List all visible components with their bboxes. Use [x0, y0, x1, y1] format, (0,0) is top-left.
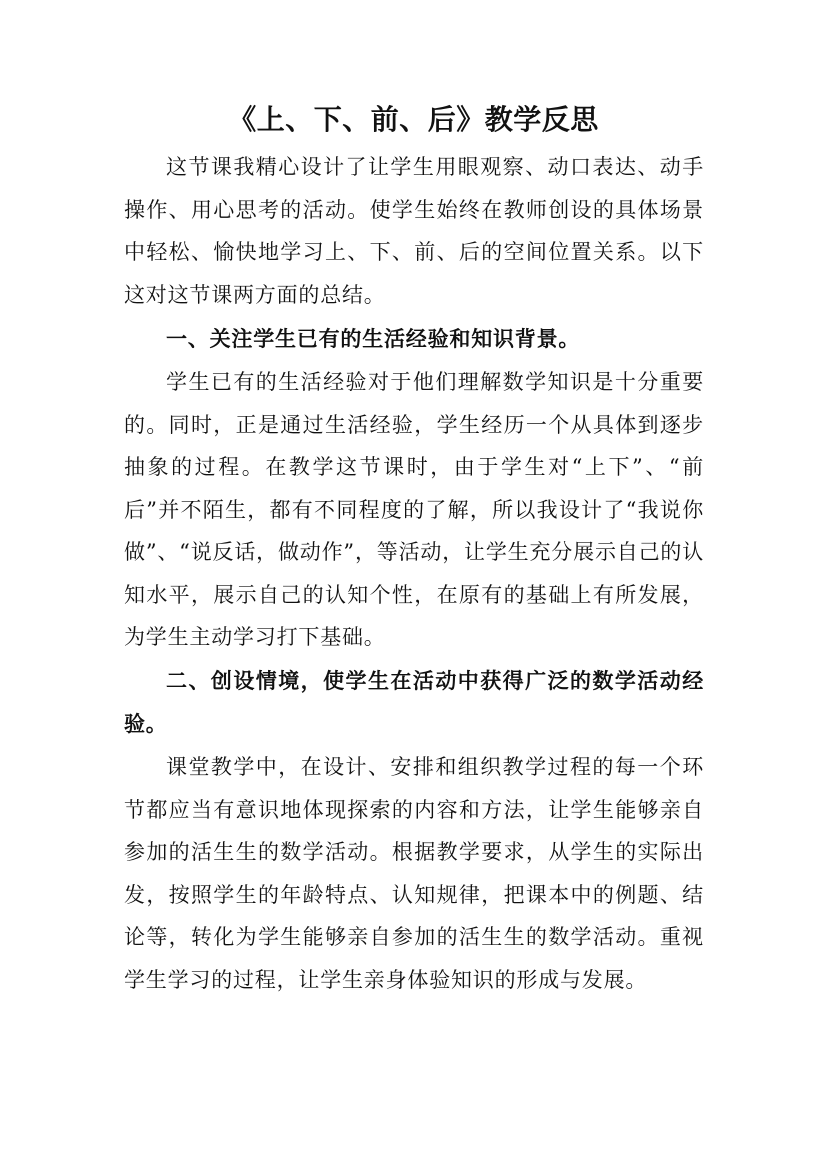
intro-paragraph: 这节课我精心设计了让学生用眼观察、动口表达、动手操作、用心思考的活动。使学生始终在教师创设的具体场景中轻松、愉快地学习上、下、前、后的空间位置关系。以下这对这节课两方面的总结。: [124, 155, 704, 307]
section-body-2: 课堂教学中，在设计、安排和组织教学过程的每一个环节都应当有意识地体现探索的内容和方法，让学生能够亲自参加的活生生的数学活动。根据教学要求，从学生的实际出发，按照学生的年龄特点、认知规律，把课本中的例题、结论等，转化为学生能够亲自参加的活生生的数学活动。重视学生学习的过程，让学生亲身体验知识的形成与发展。: [124, 755, 704, 992]
document-title: 《上、下、前、后》教学反思: [228, 103, 599, 136]
section-heading-2: 二、创设情境，使学生在活动中获得广泛的数学活动经验。: [124, 668, 704, 736]
section-heading-1: 一、关注学生已有的生活经验和知识背景。: [166, 326, 581, 351]
section-body-1: 学生已有的生活经验对于他们理解数学知识是十分重要的。同时，正是通过生活经验，学生经历一个从具体到逐步抽象的过程。在教学这节课时，由于学生对“上下”、“前后”并不陌生，都有不同程度的了解，所以我设计了“我说你做”、“说反话，做动作”，等活动，让学生充分展示自己的认知水平，展示自己的认知个性，在原有的基础上有所发展，为学生主动学习打下基础。: [124, 370, 704, 649]
